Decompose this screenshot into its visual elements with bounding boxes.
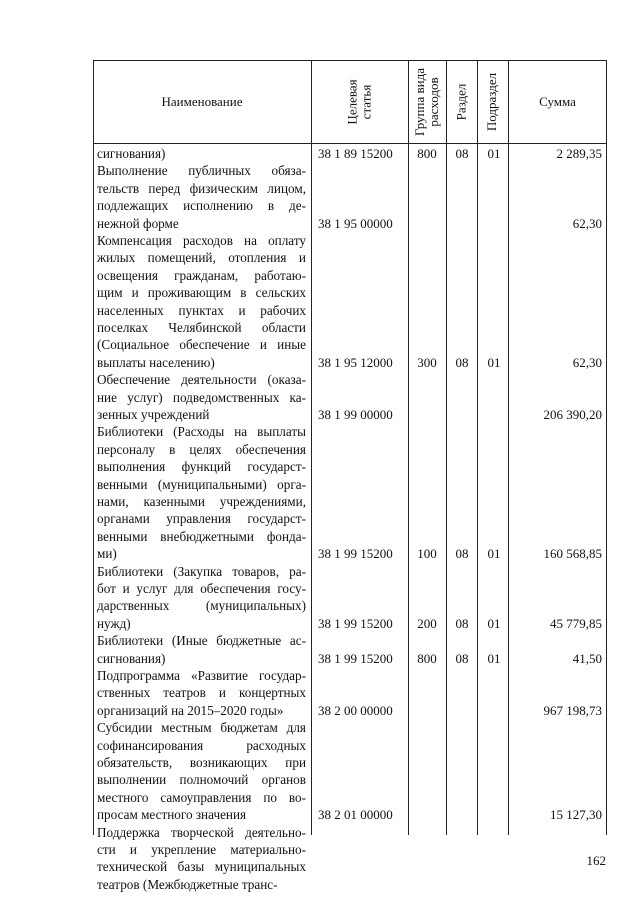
column-divider (477, 60, 478, 835)
row-name-line: венными внебюджетными фонда- (97, 528, 306, 544)
row-subsection: 01 (487, 146, 501, 161)
row-name-line: персоналу в целях обеспечения (97, 441, 306, 457)
row-name-line: венными (муниципальными) орга- (97, 476, 306, 492)
row-target-code: 38 1 99 15200 (318, 650, 393, 666)
column-divider (446, 60, 447, 835)
header-sum (508, 60, 607, 144)
row-name-line: просам местного значения (97, 807, 247, 823)
row-name (97, 632, 306, 667)
row-name-line: ние услуг) подведомственных ка- (97, 389, 306, 405)
row-target-code: 38 1 89 15200 (318, 146, 393, 161)
row-name-line: жилых помещений, отопления и (97, 250, 306, 266)
header-section-text: Раздел (453, 83, 469, 121)
row-name-line: выплаты населению) (97, 354, 215, 370)
row-name-line: ственных театров и концертных (97, 685, 306, 701)
row-expense-group: 300 (417, 354, 437, 370)
row-target-code: 38 2 01 00000 (318, 807, 393, 823)
row-section: 08 (455, 354, 469, 370)
row-name (97, 162, 306, 232)
row-name-line: нами, казенными учреждениями, (97, 493, 306, 509)
row-subsection: 01 (487, 650, 501, 666)
row-name-line: Библиотеки (Закупка товаров, ра- (97, 563, 306, 579)
row-section: 08 (455, 650, 469, 666)
row-name-line: ми) (97, 546, 117, 562)
row-name-line: нежной форме (97, 215, 179, 231)
row-sum: 62,30 (572, 354, 602, 370)
row-name-line: выполнении полномочий органов (97, 772, 306, 788)
row-sum: 45 779,85 (550, 615, 602, 631)
header-sum-text: Сумма (539, 94, 576, 109)
row-expense-group: 800 (417, 650, 437, 666)
row-name-line: Выполнение публичных обяза- (97, 163, 306, 179)
row-sum: 2 289,35 (556, 146, 602, 161)
row-name-line: Обеспечение деятельности (оказа- (97, 372, 306, 388)
row-section: 08 (455, 615, 469, 631)
row-name-line: организаций на 2015–2020 годы» (97, 702, 284, 718)
column-divider (311, 60, 312, 835)
row-target-code: 38 1 99 00000 (318, 407, 393, 422)
header-subsection (477, 60, 508, 144)
row-name-line: Субсидии местным бюджетам для (97, 720, 306, 736)
row-name (97, 423, 306, 562)
row-target-code: 38 1 99 15200 (318, 546, 393, 562)
header-section (446, 60, 477, 144)
row-name-line: софинансирования расходных (97, 737, 306, 753)
header-group-line: расходов (426, 77, 442, 127)
row-name-line: обязательств, возникающих при (97, 754, 306, 770)
header-subsection-text: Подраздел (484, 72, 500, 132)
row-name (97, 824, 306, 894)
row-name-line: нужд) (97, 615, 131, 631)
row-subsection: 01 (487, 546, 501, 562)
row-name (97, 719, 306, 823)
row-section: 08 (455, 146, 469, 161)
row-subsection: 01 (487, 615, 501, 631)
row-expense-group: 200 (417, 615, 437, 631)
row-name (97, 667, 306, 719)
row-name-line: дарственных (муниципальных) (97, 598, 306, 614)
row-name-line: поселках Челябинской области (97, 319, 306, 335)
row-name-line: щим и проживающим в сельских (97, 285, 306, 301)
row-target-code: 38 1 95 12000 (318, 354, 393, 370)
row-name-line: технической базы муниципальных (97, 859, 306, 875)
row-target-code: 38 1 99 15200 (318, 615, 393, 631)
header-group (408, 60, 446, 144)
row-name-line: бот и услуг для обеспечения госу- (97, 580, 306, 596)
row-target-code: 38 2 00 00000 (318, 702, 393, 718)
row-name-line: Библиотеки (Расходы на выплаты (97, 424, 306, 440)
row-name-line: подлежащих исполнению в де- (97, 198, 306, 214)
row-name-line: выполнения функций государст- (97, 459, 306, 475)
row-sum: 206 390,20 (543, 407, 602, 422)
row-name-line: театров (Межбюджетные транс- (97, 876, 278, 892)
row-name-line: сигнования) (97, 650, 166, 666)
row-name-line: Подпрограмма «Развитие государ- (97, 668, 306, 683)
header-name-text: Наименование (161, 94, 243, 109)
row-name-line: Библиотеки (Иные бюджетные ас- (97, 633, 306, 649)
row-name (97, 232, 306, 371)
row-sum: 15 127,30 (550, 807, 602, 823)
row-name-line: органами управления государст- (97, 511, 306, 527)
row-expense-group: 100 (417, 546, 437, 562)
row-name (97, 563, 306, 633)
row-target-code: 38 1 95 00000 (318, 215, 393, 231)
row-subsection: 01 (487, 354, 501, 370)
row-name-line: Поддержка творческой деятельно- (97, 824, 306, 840)
row-expense-group: 800 (417, 146, 437, 161)
row-name-line: местного самоуправления по во- (97, 789, 306, 805)
column-divider (508, 60, 509, 835)
header-target-line: Целевая (344, 79, 360, 125)
header-group-line: Группа вида (412, 68, 428, 136)
page-number: 162 (586, 853, 606, 868)
row-sum: 160 568,85 (543, 546, 602, 562)
row-name-line: тельств перед физическим лицом, (97, 180, 306, 196)
row-name-line: Компенсация расходов на оплату (97, 233, 306, 248)
row-name-line: сти и укрепление материально- (97, 841, 306, 857)
header-target-line: статья (358, 84, 374, 120)
row-name-line: (Социальное обеспечение и иные (97, 337, 306, 353)
header-name (93, 60, 311, 144)
row-name (97, 371, 306, 423)
row-sum: 967 198,73 (543, 702, 602, 718)
row-name-line: населенных пунктах и рабочих (97, 302, 306, 318)
row-section: 08 (455, 546, 469, 562)
header-target (311, 60, 408, 144)
row-name-line: зенных учреждений (97, 406, 210, 422)
row-name-line: освещения гражданам, работаю- (97, 267, 306, 283)
row-sum: 62,30 (572, 215, 602, 231)
column-divider (408, 60, 409, 835)
row-sum: 41,50 (572, 650, 602, 666)
row-name (97, 145, 306, 162)
row-name-line: сигнования) (97, 146, 166, 161)
